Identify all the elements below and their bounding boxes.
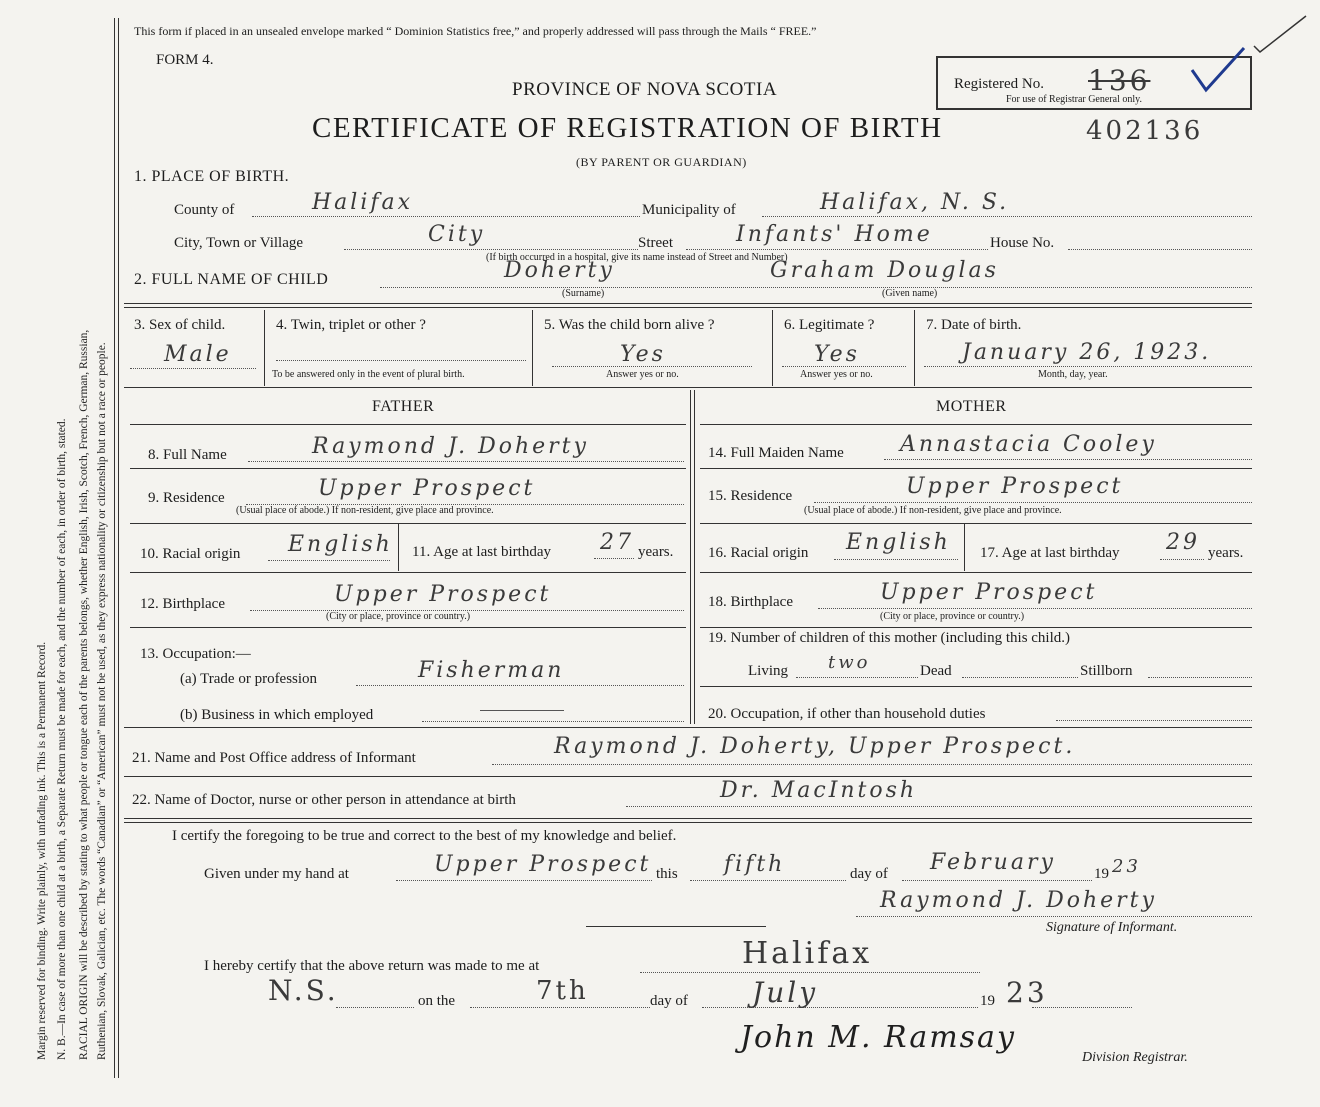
father-residence-note: (Usual place of abode.) If non-resident, give place and province. — [236, 505, 494, 516]
registrar-signature-caption: Division Registrar. — [1082, 1050, 1188, 1065]
margin-note-nb: N. B.—In case of more than one child at a birth, a Separate Return must be made for each, and the number of each, in order of birth, stated. — [56, 418, 68, 1060]
given-name-value: Graham Douglas — [770, 258, 999, 283]
date-of-birth-value: January 26, 1923. — [962, 340, 1212, 365]
twin-note: To be answered only in the event of plural birth. — [272, 369, 465, 380]
informant-label: 21. Name and Post Office address of Informant — [132, 750, 416, 766]
father-birthplace-value: Upper Prospect — [334, 582, 552, 607]
margin-note-racial-origin: RACIAL ORIGIN will be described by stating to what people or tongue each of the parents belongs, whether English, Irish, Scotch, French, German, Russian, — [78, 329, 90, 1060]
municipality-label: Municipality of — [642, 202, 736, 218]
informant-signature-caption: Signature of Informant. — [1046, 920, 1178, 935]
born-alive-label: 5. Was the child born alive ? — [544, 317, 715, 333]
mother-birthplace-label: 18. Birthplace — [708, 594, 793, 610]
registrar-on-the-label: on the — [418, 993, 456, 1009]
father-birthplace-note: (City or place, province or country.) — [326, 611, 471, 622]
father-age-label: 11. Age at last birthday — [412, 544, 551, 560]
certificate-subtitle: (BY PARENT OR GUARDIAN) — [576, 155, 747, 169]
legitimate-label: 6. Legitimate ? — [784, 317, 875, 333]
mother-residence-value: Upper Prospect — [906, 474, 1124, 499]
father-racial-origin-value: English — [288, 532, 393, 557]
children-count-label: 19. Number of children of this mother (including this child.) — [708, 630, 1071, 646]
street-value: Infants' Home — [736, 222, 933, 247]
registrar-note: For use of Registrar General only. — [1006, 94, 1142, 105]
municipality-value: Halifax, N. S. — [820, 190, 1010, 215]
living-value: two — [828, 652, 871, 673]
father-residence-label: 9. Residence — [148, 490, 225, 506]
father-birthplace-label: 12. Birthplace — [140, 596, 225, 612]
mother-racial-origin-value: English — [846, 530, 951, 555]
stillborn-label: Stillborn — [1080, 663, 1133, 679]
surname-value: Doherty — [504, 258, 615, 283]
left-border — [114, 18, 119, 1078]
city-label: City, Town or Village — [174, 235, 304, 251]
father-age-value: 27 — [600, 530, 634, 555]
registrar-signature: John M. Ramsay — [740, 1020, 1016, 1055]
house-no-label: House No. — [990, 235, 1055, 251]
margin-note-racial-origin-2: Ruthenian, Slovak, Galician, etc. The words “Canadian” or “American” must not be used, as they express nationality or citizenship but not a race or people. — [96, 342, 108, 1060]
certify-day-value: fifth — [724, 852, 786, 877]
registrar-year-prefix: 19 — [980, 993, 995, 1009]
this-label: this — [656, 866, 678, 882]
father-racial-origin-label: 10. Racial origin — [140, 546, 241, 562]
father-heading: FATHER — [372, 398, 435, 415]
mail-notice: This form if placed in an unsealed envelope marked “ Dominion Statistics free,” and properly addressed will pass through the Mails “ FREE.” — [134, 24, 817, 38]
registered-number: 136 — [1088, 64, 1151, 97]
registrar-month-value: July — [752, 976, 819, 1009]
father-age-years: years. — [638, 544, 674, 560]
father-trade-value: Fisherman — [418, 658, 565, 683]
mother-age-label: 17. Age at last birthday — [980, 545, 1120, 561]
day-of-label: day of — [850, 866, 888, 882]
certify-year-prefix: 19 — [1094, 866, 1109, 882]
informant-value: Raymond J. Doherty, Upper Prospect. — [554, 734, 1076, 759]
legitimate-value: Yes — [814, 342, 860, 367]
check-mark-icon — [1188, 46, 1248, 96]
registrar-day-of-label: day of — [650, 993, 688, 1009]
doctor-label: 22. Name of Doctor, nurse or other person in attendance at birth — [132, 792, 516, 808]
province-heading: PROVINCE OF NOVA SCOTIA — [512, 79, 778, 100]
certify-month-value: February — [930, 850, 1056, 875]
registrar-place-value: Halifax — [742, 936, 873, 971]
father-name-label: 8. Full Name — [148, 447, 227, 463]
mother-residence-note: (Usual place of abode.) If non-resident, give place and province. — [804, 505, 1062, 516]
born-alive-note: Answer yes or no. — [606, 369, 679, 380]
certificate-number: 402136 — [1086, 116, 1204, 146]
date-of-birth-note: Month, day, year. — [1038, 369, 1108, 380]
father-trade-label: (a) Trade or profession — [180, 671, 318, 687]
city-value: City — [428, 222, 486, 247]
registrar-certify-statement: I hereby certify that the above return was made to me at — [204, 958, 540, 974]
registrar-place-value-2: N.S. — [268, 974, 339, 1007]
given-name-caption: (Given name) — [882, 288, 938, 299]
legitimate-note: Answer yes or no. — [800, 369, 873, 380]
mother-name-label: 14. Full Maiden Name — [708, 445, 844, 461]
father-residence-value: Upper Prospect — [318, 476, 536, 501]
full-name-heading: 2. FULL NAME OF CHILD — [134, 271, 329, 288]
registrar-day-value: 7th — [536, 976, 589, 1006]
dead-label: Dead — [920, 663, 952, 679]
corner-tick-icon — [1250, 10, 1310, 54]
sex-label: 3. Sex of child. — [134, 317, 226, 333]
sex-value: Male — [164, 342, 232, 367]
living-label: Living — [748, 663, 788, 679]
certificate-title: CERTIFICATE OF REGISTRATION OF BIRTH — [312, 112, 943, 144]
mother-residence-label: 15. Residence — [708, 488, 793, 504]
mother-age-value: 29 — [1166, 530, 1200, 555]
registered-box — [936, 56, 1252, 110]
hospital-note: (If birth occurred in a hospital, give its name instead of Street and Number) — [486, 252, 788, 263]
father-occupation-label: 13. Occupation:— — [140, 646, 251, 662]
date-of-birth-label: 7. Date of birth. — [926, 317, 1022, 333]
certify-place-value: Upper Prospect — [434, 852, 652, 877]
certify-year-value: 23 — [1112, 856, 1141, 877]
mother-age-years: years. — [1208, 545, 1244, 561]
place-of-birth-heading: 1. PLACE OF BIRTH. — [134, 168, 290, 185]
doctor-value: Dr. MacIntosh — [720, 778, 918, 803]
registrar-year-value: 23 — [1006, 976, 1048, 1009]
registered-label: Registered No. — [954, 76, 1044, 92]
twin-label: 4. Twin, triplet or other ? — [276, 317, 426, 333]
mother-birthplace-note: (City or place, province or country.) — [880, 611, 1025, 622]
form-number: FORM 4. — [156, 52, 214, 68]
street-label: Street — [638, 235, 673, 251]
father-name-value: Raymond J. Doherty — [312, 434, 589, 459]
mother-birthplace-value: Upper Prospect — [880, 580, 1098, 605]
margin-note-binding: Margin reserved for binding. Write plainly, with unfading ink. This is a Permanent Record. — [36, 641, 48, 1060]
informant-signature: Raymond J. Doherty — [880, 888, 1157, 913]
certify-statement: I certify the foregoing to be true and correct to the best of my knowledge and belief. — [172, 828, 677, 844]
county-label: County of — [174, 202, 235, 218]
mother-name-value: Annastacia Cooley — [900, 432, 1157, 457]
father-business-label: (b) Business in which employed — [180, 707, 374, 723]
county-value: Halifax — [312, 190, 414, 215]
mother-racial-origin-label: 16. Racial origin — [708, 545, 809, 561]
born-alive-value: Yes — [620, 342, 666, 367]
mother-occupation-label: 20. Occupation, if other than household duties — [708, 706, 986, 722]
surname-caption: (Surname) — [562, 288, 605, 299]
mother-heading: MOTHER — [936, 398, 1007, 415]
given-under-label: Given under my hand at — [204, 866, 349, 882]
